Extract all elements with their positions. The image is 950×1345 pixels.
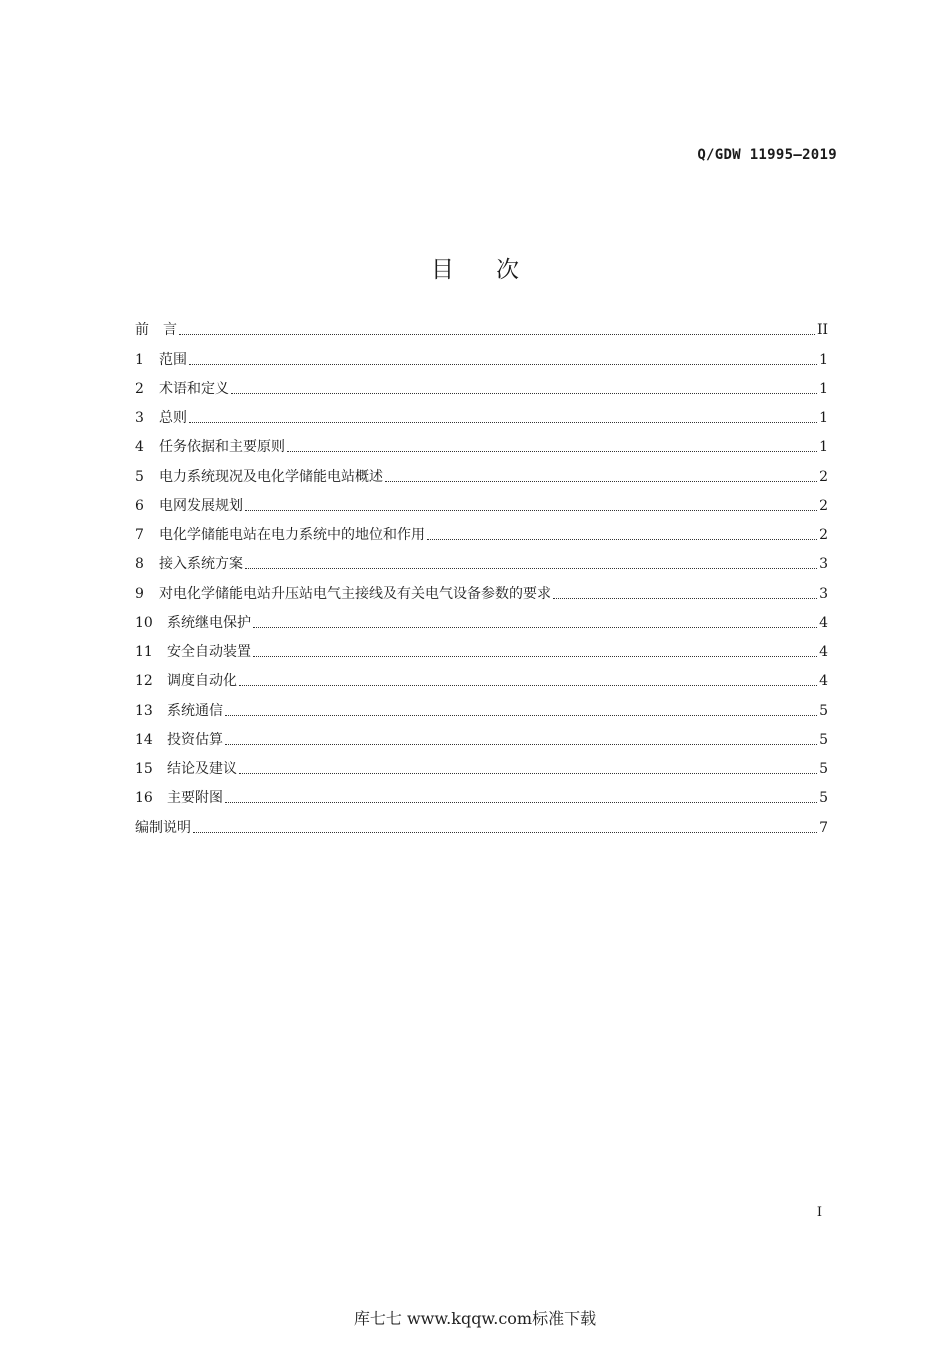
dot-leader xyxy=(225,744,817,745)
toc-entry-8[interactable] xyxy=(135,543,828,572)
toc-entry-label: 调度自动化 xyxy=(167,673,237,690)
dot-leader xyxy=(253,656,817,657)
dot-leader xyxy=(385,481,817,482)
toc-entry-number: 10 xyxy=(135,614,153,631)
toc-entry-page: 7 xyxy=(819,819,828,836)
dot-leader xyxy=(287,451,817,452)
dot-leader xyxy=(193,832,817,833)
toc-entry-number: 16 xyxy=(135,790,153,807)
toc-entry-label: 术语和定义 xyxy=(159,380,229,397)
table-of-contents xyxy=(135,309,828,836)
toc-entry-16[interactable] xyxy=(135,777,828,806)
toc-entry-label: 总则 xyxy=(159,410,187,426)
toc-entry-page: 2 xyxy=(819,468,828,485)
toc-entry-14[interactable] xyxy=(135,719,828,748)
toc-entry-label: 前言 xyxy=(135,322,191,339)
toc-entry-page: 5 xyxy=(819,761,828,777)
toc-entry-number: 5 xyxy=(135,468,144,485)
toc-entry-9[interactable] xyxy=(135,572,828,601)
dot-leader xyxy=(225,802,817,803)
toc-entry-label: 主要附图 xyxy=(167,790,223,807)
toc-entry-7[interactable] xyxy=(135,514,828,543)
dot-leader xyxy=(239,685,817,686)
toc-entry-page: 1 xyxy=(819,439,828,456)
dot-leader xyxy=(253,627,817,628)
toc-entry-page: 4 xyxy=(819,614,828,631)
toc-entry-label: 接入系统方案 xyxy=(159,556,243,573)
toc-entry-2[interactable] xyxy=(135,368,828,397)
toc-entry-label: 系统通信 xyxy=(167,702,223,719)
toc-entry-page: 4 xyxy=(819,673,828,690)
toc-entry-page: 1 xyxy=(819,410,828,426)
toc-entry-page: 3 xyxy=(819,556,828,573)
toc-entry-page: 1 xyxy=(819,351,828,368)
page-number: I xyxy=(816,1205,822,1220)
dot-leader xyxy=(179,334,815,335)
toc-entry-15[interactable] xyxy=(135,748,828,777)
toc-entry-number: 12 xyxy=(135,673,153,690)
toc-entry-5[interactable] xyxy=(135,455,828,484)
toc-title: 目次 xyxy=(431,257,561,284)
toc-entry-number: 7 xyxy=(135,527,144,543)
toc-entry-page: 1 xyxy=(819,380,828,397)
toc-entry-number: 13 xyxy=(135,702,153,719)
toc-entry-page: 2 xyxy=(819,527,828,543)
toc-entry-number: 1 xyxy=(135,351,144,368)
toc-entry-label: 安全自动装置 xyxy=(167,644,251,660)
dot-leader xyxy=(245,568,817,569)
toc-entry-1[interactable] xyxy=(135,338,828,367)
toc-entry-number: 14 xyxy=(135,731,153,748)
dot-leader xyxy=(553,598,817,599)
toc-entry-number: 11 xyxy=(135,644,153,660)
dot-leader xyxy=(245,510,817,511)
toc-entry-page: II xyxy=(816,322,828,339)
toc-entry-label: 结论及建议 xyxy=(167,761,237,777)
source-watermark: 库七七 www.kqqw.com标准下载 xyxy=(353,1309,597,1328)
toc-entry-explanation[interactable] xyxy=(135,806,828,835)
document-code: Q/GDW 11995—2019 xyxy=(697,147,837,163)
toc-entry-label: 编制说明 xyxy=(135,819,191,836)
toc-entry-6[interactable] xyxy=(135,485,828,514)
toc-entry-11[interactable] xyxy=(135,631,828,660)
dot-leader xyxy=(225,715,817,716)
dot-leader xyxy=(189,364,817,365)
toc-entry-foreword[interactable] xyxy=(135,309,828,338)
toc-entry-label: 系统继电保护 xyxy=(167,614,251,631)
toc-entry-page: 5 xyxy=(819,790,828,807)
toc-entry-label: 对电化学储能电站升压站电气主接线及有关电气设备参数的要求 xyxy=(159,585,551,602)
toc-entry-12[interactable] xyxy=(135,660,828,689)
toc-entry-number: 15 xyxy=(135,761,153,777)
toc-entry-label: 电力系统现况及电化学储能电站概述 xyxy=(159,468,383,485)
toc-entry-label: 投资估算 xyxy=(167,731,223,748)
toc-entry-page: 4 xyxy=(819,644,828,660)
toc-entry-label: 范围 xyxy=(159,351,187,368)
toc-entry-10[interactable] xyxy=(135,602,828,631)
toc-entry-3[interactable] xyxy=(135,397,828,426)
toc-entry-page: 3 xyxy=(819,585,828,602)
toc-entry-number: 3 xyxy=(135,410,144,426)
toc-entry-page: 5 xyxy=(819,702,828,719)
toc-entry-13[interactable] xyxy=(135,689,828,718)
toc-entry-number: 6 xyxy=(135,497,144,514)
toc-entry-number: 4 xyxy=(135,439,144,456)
toc-entry-label: 电网发展规划 xyxy=(159,497,243,514)
toc-entry-number: 2 xyxy=(135,380,144,397)
dot-leader xyxy=(189,422,817,423)
toc-entry-label: 任务依据和主要原则 xyxy=(159,439,285,456)
toc-entry-page: 2 xyxy=(819,497,828,514)
dot-leader xyxy=(239,773,817,774)
toc-entry-4[interactable] xyxy=(135,426,828,455)
toc-entry-number: 9 xyxy=(135,585,144,602)
toc-entry-page: 5 xyxy=(819,731,828,748)
dot-leader xyxy=(231,393,817,394)
toc-entry-number: 8 xyxy=(135,556,144,573)
dot-leader xyxy=(427,539,817,540)
toc-entry-label: 电化学储能电站在电力系统中的地位和作用 xyxy=(159,527,425,543)
